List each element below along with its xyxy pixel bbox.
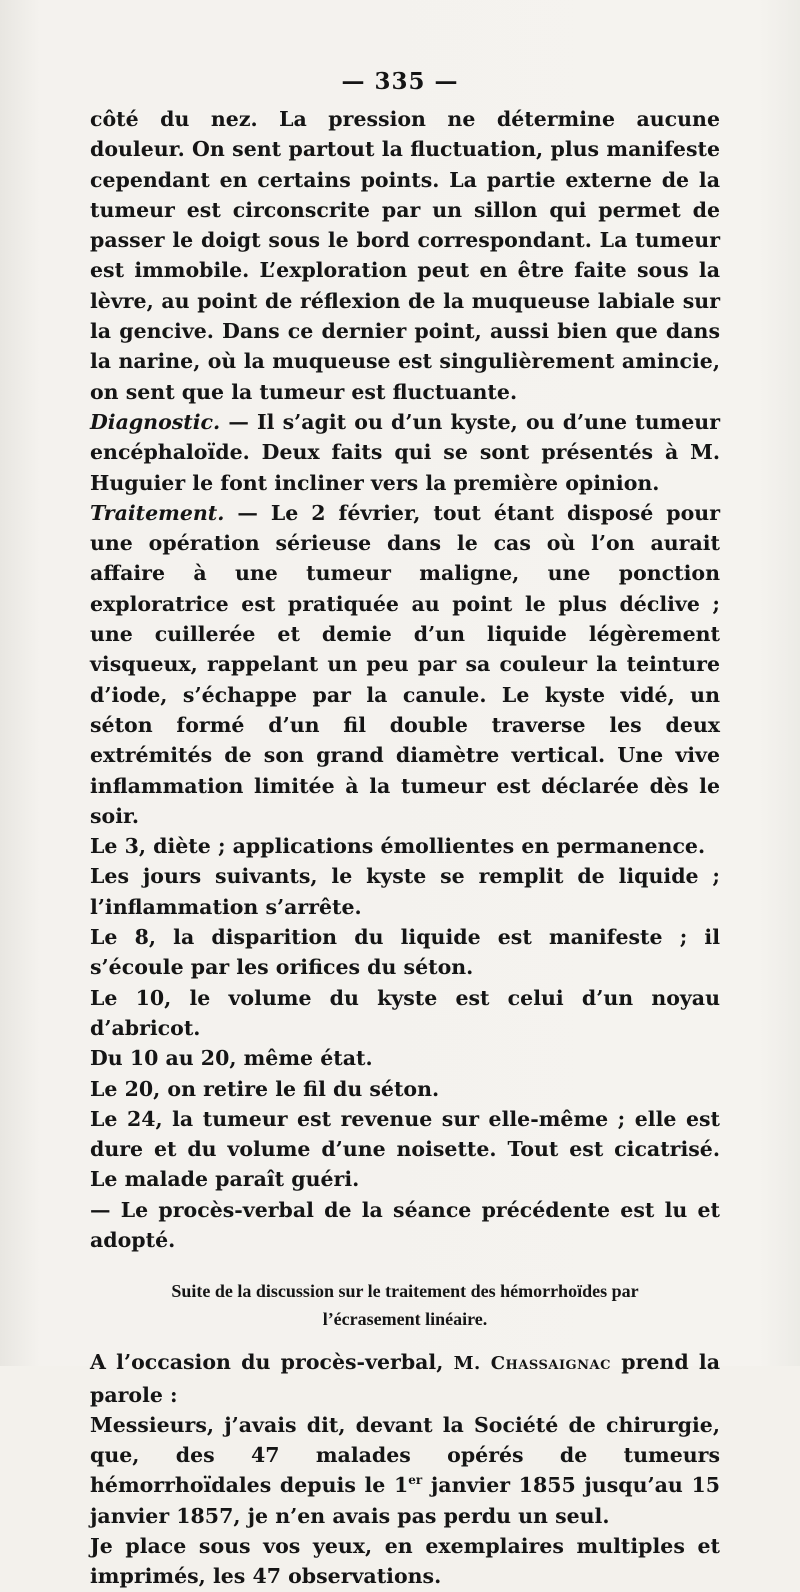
traitement-label: Traitement.: [90, 500, 225, 525]
entry-paragraph: — Le procès-verbal de la séance précédente est lu et adopté.: [90, 1197, 720, 1252]
discussion-text: Messieurs, j’avais dit, devant la Société de chirurgie, que, des 47 malades opérés de tumeurs hémorrhoïdales depuis le 1: [90, 1412, 720, 1498]
discussion-paragraph: [90, 1410, 720, 1531]
entry-paragraph: Le 20, on retire le fil du séton.: [90, 1076, 440, 1101]
discussion-text: prend la parole :: [90, 1350, 720, 1407]
diagnostic-text: — Il s’agit ou d’un kyste, ou d’une tumeur encéphaloïde. Deux faits qui se sont présentés à M. Huguier le font incliner vers la première opinion.: [90, 409, 720, 495]
discussion-paragraph: Je place sous vos yeux, en exemplaires multiples et imprimés, les 47 observations.: [90, 1534, 720, 1589]
entry-paragraph: Le 10, le volume du kyste est celui d’un noyau d’abricot.: [90, 985, 720, 1040]
discussion-paragraph: [90, 1347, 720, 1410]
discussion-text: janvier 1855 jusqu’au 15 janvier 1857, je n’en avais pas perdu un seul.: [90, 1473, 720, 1528]
traitement-paragraph: [90, 498, 720, 831]
section-title-line: Suite de la discussion sur le traitement des hémorrhoïdes par: [171, 1281, 639, 1302]
entry-paragraph: Les jours suivants, le kyste se remplit de liquide ; l’inflammation s’arrête.: [90, 864, 720, 919]
speaker-name: M. Chassaignac: [453, 1353, 611, 1375]
section-title: [90, 1277, 720, 1333]
entry-paragraph: Le 8, la disparition du liquide est manifeste ; il s’écoule par les orifices du séton.: [90, 925, 720, 980]
section-title-line: l’écrasement linéaire.: [322, 1309, 488, 1330]
diagnostic-label: Diagnostic.: [90, 409, 221, 434]
ordinal-superscript: er: [408, 1473, 423, 1488]
entry-paragraph: Le 3, diète ; applications émollientes en permanence.: [90, 834, 706, 859]
traitement-text: — Le 2 février, tout étant disposé pour une opération sérieuse dans le cas où l’on aurait affaire à une tumeur maligne, une ponction exploratrice est pratiquée au point le plus déclive ; une cuillerée et demie d’un liquide légèrement visqueux, rappelant un peu par sa couleur la teinture d’iode, s’échappe par la canule. Le kyste vidé, un séton formé d’un fil double traverse les deux extrémités de son grand diamètre vertical. Une vive inflammation limitée à la tumeur est déclarée dès le soir.: [90, 500, 720, 828]
diagnostic-paragraph: [90, 407, 720, 498]
intro-paragraph: côté du nez. La pression ne détermine aucune douleur. On sent partout la fluctuation, plus manifeste cependant en certains points. La partie externe de la tumeur est circonscrite par un sillon qui permet de passer le doigt sous le bord correspondant. La tumeur est immobile. L’exploration peut en être faite sous la lèvre, au point de réflexion de la muqueuse labiale sur la gencive. Dans ce dernier point, aussi bien que dans la narine, où la muqueuse est singulièrement amincie, on sent que la tumeur est fluctuante.: [90, 107, 720, 404]
entry-paragraph: Du 10 au 20, même état.: [90, 1046, 373, 1071]
page-number: — 335 —: [341, 68, 459, 95]
discussion-text: A l’occasion du procès-verbal,: [90, 1350, 454, 1375]
entry-paragraph: Le 24, la tumeur est revenue sur elle-même ; elle est dure et du volume d’une noisette. Tout est cicatrisé. Le malade paraît guéri.: [90, 1106, 720, 1192]
page-body: [90, 104, 720, 1592]
